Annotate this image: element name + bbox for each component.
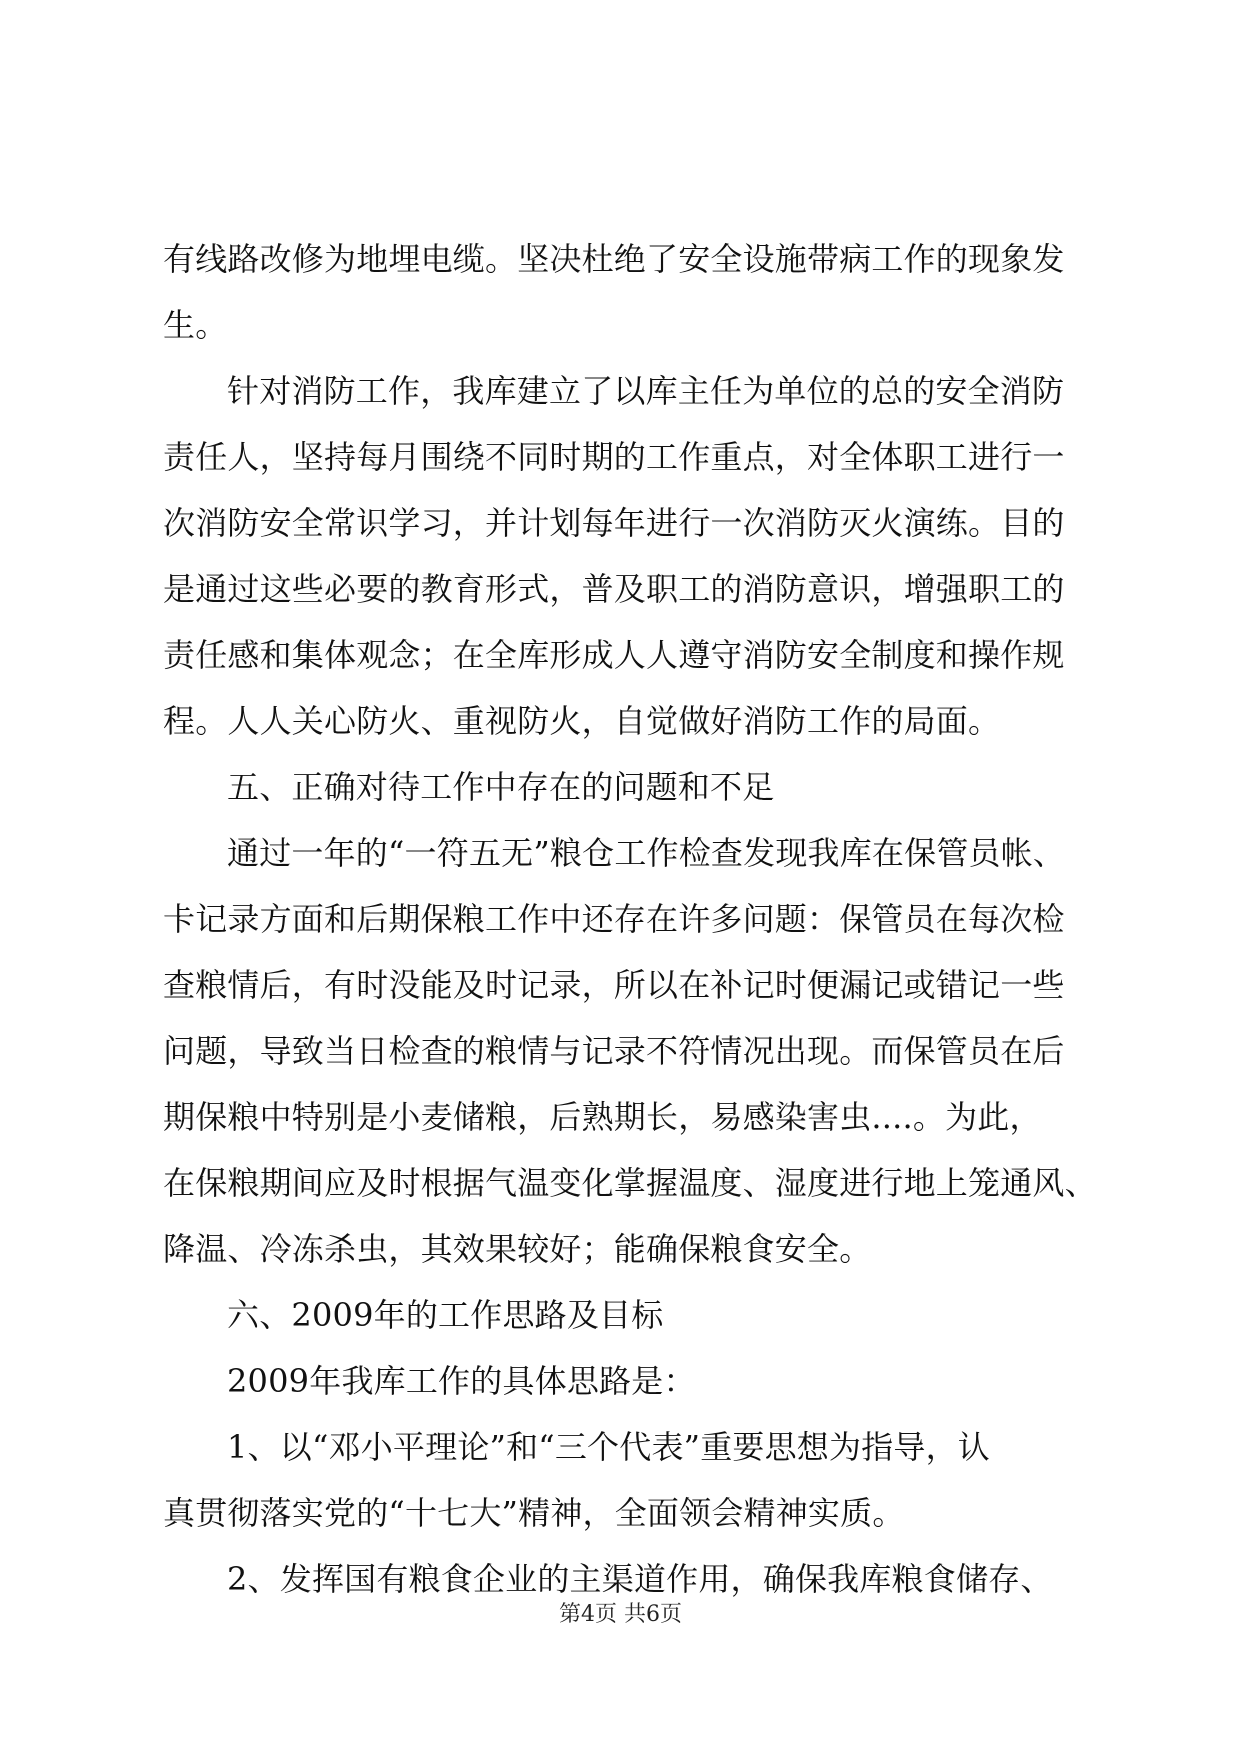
section-heading: 六、2009年的工作思路及目标 — [227, 1296, 664, 1334]
text-line: 通过一年的“一符五无”粮仓工作检查发现我库在保管员帐、 — [227, 834, 1066, 872]
text-line: 有线路改修为地埋电缆。坚决杜绝了安全设施带病工作的现象发 — [163, 240, 1065, 278]
list-item: 2、发挥国有粮食企业的主渠道作用，确保我库粮食储存、 — [227, 1560, 1053, 1598]
text-line: 责任人，坚持每月围绕不同时期的工作重点，对全体职工进行一 — [163, 438, 1065, 476]
text-line: 问题，导致当日检查的粮情与记录不符情况出现。而保管员在后 — [163, 1032, 1065, 1070]
text-line: 是通过这些必要的教育形式，普及职工的消防意识，增强职工的 — [163, 570, 1065, 608]
text-line: 针对消防工作，我库建立了以库主任为单位的总的安全消防 — [227, 372, 1065, 410]
text-line: 责任感和集体观念；在全库形成人人遵守消防安全制度和操作规 — [163, 636, 1065, 674]
text-line: 查粮情后，有时没能及时记录，所以在补记时便漏记或错记一些 — [163, 966, 1065, 1004]
page-number-footer: 第4页 共6页 — [559, 1602, 682, 1627]
list-item: 1、以“邓小平理论”和“三个代表”重要思想为指导，认 — [227, 1428, 990, 1466]
text-line: 期保粮中特别是小麦储粮，后熟期长，易感染害虫....。为此， — [163, 1098, 1042, 1136]
text-line: 生。 — [163, 306, 228, 344]
text-line: 卡记录方面和后期保粮工作中还存在许多问题：保管员在每次检 — [163, 900, 1065, 938]
text-line: 降温、冷冻杀虫，其效果较好；能确保粮食安全。 — [163, 1230, 872, 1268]
text-line: 真贯彻落实党的“十七大”精神，全面领会精神实质。 — [163, 1494, 905, 1532]
document-body — [163, 226, 1123, 1612]
text-line: 次消防安全常识学习，并计划每年进行一次消防灭火演练。目的 — [163, 504, 1065, 542]
text-line: 程。人人关心防火、重视防火，自觉做好消防工作的局面。 — [163, 702, 1001, 740]
text-line: 2009年我库工作的具体思路是： — [227, 1362, 696, 1400]
section-heading: 五、正确对待工作中存在的问题和不足 — [227, 768, 775, 806]
text-line: 在保粮期间应及时根据气温变化掌握温度、湿度进行地上笼通风、 — [163, 1164, 1097, 1202]
